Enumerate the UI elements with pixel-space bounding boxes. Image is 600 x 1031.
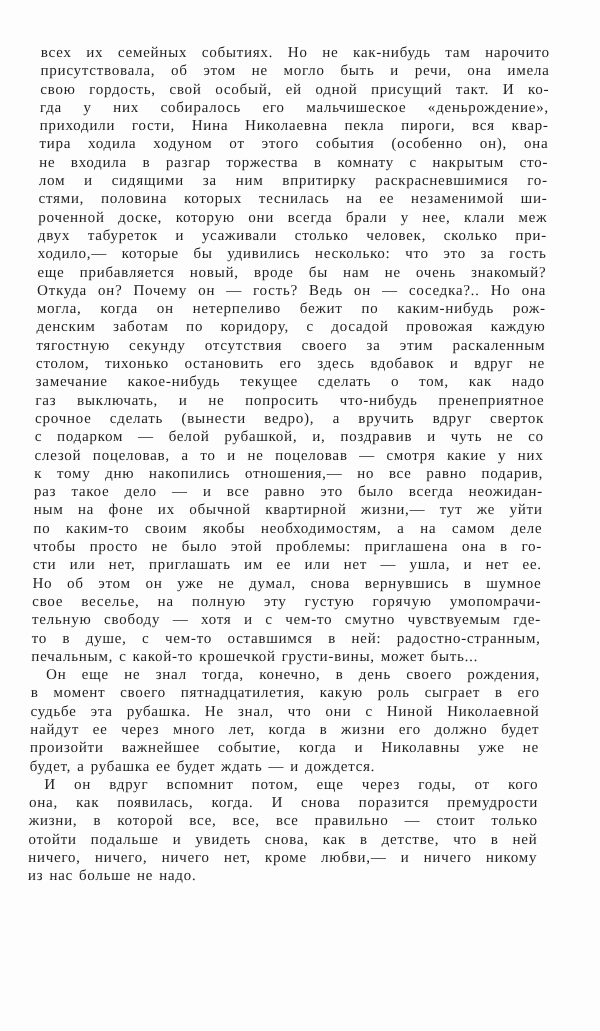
paragraph: [28, 776, 539, 886]
text-line: отойти подальше и увидеть снова, как в детстве, что в ней: [28, 831, 538, 848]
paragraph: [30, 666, 541, 776]
text-line: с подарком — белой рубашкой, и, поздравив и чуть не со: [34, 429, 544, 446]
text-line: раз такое дело — и все равно это было всегда неожидан-: [33, 484, 544, 501]
text-line: лом и сидящими за ним впритирку раскрасневшимися го-: [38, 173, 548, 190]
text-line: не входила в разгар торжества в комнату с накрытым сто-: [39, 154, 549, 171]
text-line: тира ходила ходуном от этого события (особенно он), она: [39, 136, 549, 153]
text-line: судьбе эта рубашка. Не знал, что они с Ниной Николаевной: [30, 703, 540, 720]
text-line: срочное сделать (вынести ведро), а вручить вдруг сверток: [34, 410, 545, 427]
text-line: будет, а рубашка ее будет ждать — и дождется.: [29, 758, 376, 775]
text-line: И он вдруг вспомнит потом, еще через годы, от кого: [44, 776, 539, 793]
text-line: сти или нет, приглашать им ее или нет — ушла, и нет ее.: [32, 557, 542, 574]
text-line: она, как появилась, когда. И снова поразится премудрости: [28, 795, 539, 812]
text-line: могла, когда он нетерпеливо бежит по каким-нибудь рож-: [36, 301, 546, 318]
text-line: из нас больше не надо.: [27, 868, 197, 885]
text-line: ным на фоне их обычной квартирной жизни,— тут же уйти: [33, 502, 543, 519]
text-block: [28, 44, 550, 886]
text-line: произойти важнейшее событие, когда и Николавны уже не: [29, 740, 540, 757]
text-line: то в душе, с чем-то оставшимся в ней: радостно-странным,: [31, 630, 541, 647]
text-line: тельную свободу — хотя и с чем-то смутно чувствуемым где-: [31, 612, 542, 629]
paragraph: [31, 44, 550, 666]
text-line: Он еще не знал тогда, конечно, в день своего рождения,: [45, 667, 541, 684]
text-line: чтобы просто не было этой проблемы: приглашена она в го-: [32, 539, 543, 556]
text-line: ходило,— которые бы удивились несколько: что это за гость: [37, 246, 547, 263]
text-line: Но об этом он уже не думал, снова вернувшись в шумное: [32, 575, 542, 592]
text-line: присутствовала, об этом не могло быть и речи, она имела: [40, 63, 550, 80]
text-line: денским заботам по коридору, с досадой провожая каждую: [36, 319, 546, 336]
text-line: гда у них собиралось его мальчишеское «деньрождение»,: [39, 99, 550, 116]
text-line: жизни, в которой все, все, все правильно — стоит только: [28, 813, 538, 830]
text-line: по каким-то своим якобы необходимостям, а на самом деле: [33, 520, 543, 537]
text-line: роченной доске, которую они всегда брали у нее, клали меж: [38, 209, 548, 226]
text-line: печальным, с какой-то крошечкой грусти-вины, может быть...: [31, 648, 479, 665]
text-line: свою гордость, свой особый, ей одной присущий такт. И ко-: [40, 81, 550, 98]
text-line: приходили гости, Нина Николаевна пекла пироги, вся квар-: [39, 118, 549, 135]
text-line: найдут ее через много лет, когда в жизни его должно будет: [30, 721, 540, 738]
text-line: ничего, ничего, ничего нет, кроме любви,— и ничего никому: [28, 850, 538, 867]
text-line: к тому дню накопились отношения,— но все равно подарив,: [34, 465, 544, 482]
text-line: в момент своего пятнадцатилетия, какую роль сыграет в его: [30, 685, 540, 702]
text-line: газ выключать, и не попросить что-нибудь пренеприятное: [35, 392, 545, 409]
text-line: слезой поцеловав, а то и не поцеловав — смотря какие у них: [34, 447, 544, 464]
text-line: свое веселье, на полную эту густую горячую умопомрачи-: [32, 593, 542, 610]
text-line: еще прибавляется новый, вроде бы нам не очень знакомый?: [37, 264, 547, 281]
text-line: двух табуреток и усаживали столько человек, сколько при-: [37, 227, 548, 244]
text-line: столом, тихонько остановить его здесь вдобавок и вдруг не: [35, 356, 546, 373]
text-line: тягостную секунду отсутствия своего за этим раскаленным: [36, 337, 546, 354]
text-line: Откуда он? Почему он — гость? Ведь он — соседка?.. Но она: [36, 282, 547, 299]
text-line: замечание какое-нибудь текущее сделать о том, как надо: [35, 374, 545, 391]
text-line: всех их семейных событиях. Но не как-нибудь там нарочито: [40, 45, 550, 61]
text-line: стями, половина которых теснилась на ее незаменимой ши-: [38, 191, 548, 208]
